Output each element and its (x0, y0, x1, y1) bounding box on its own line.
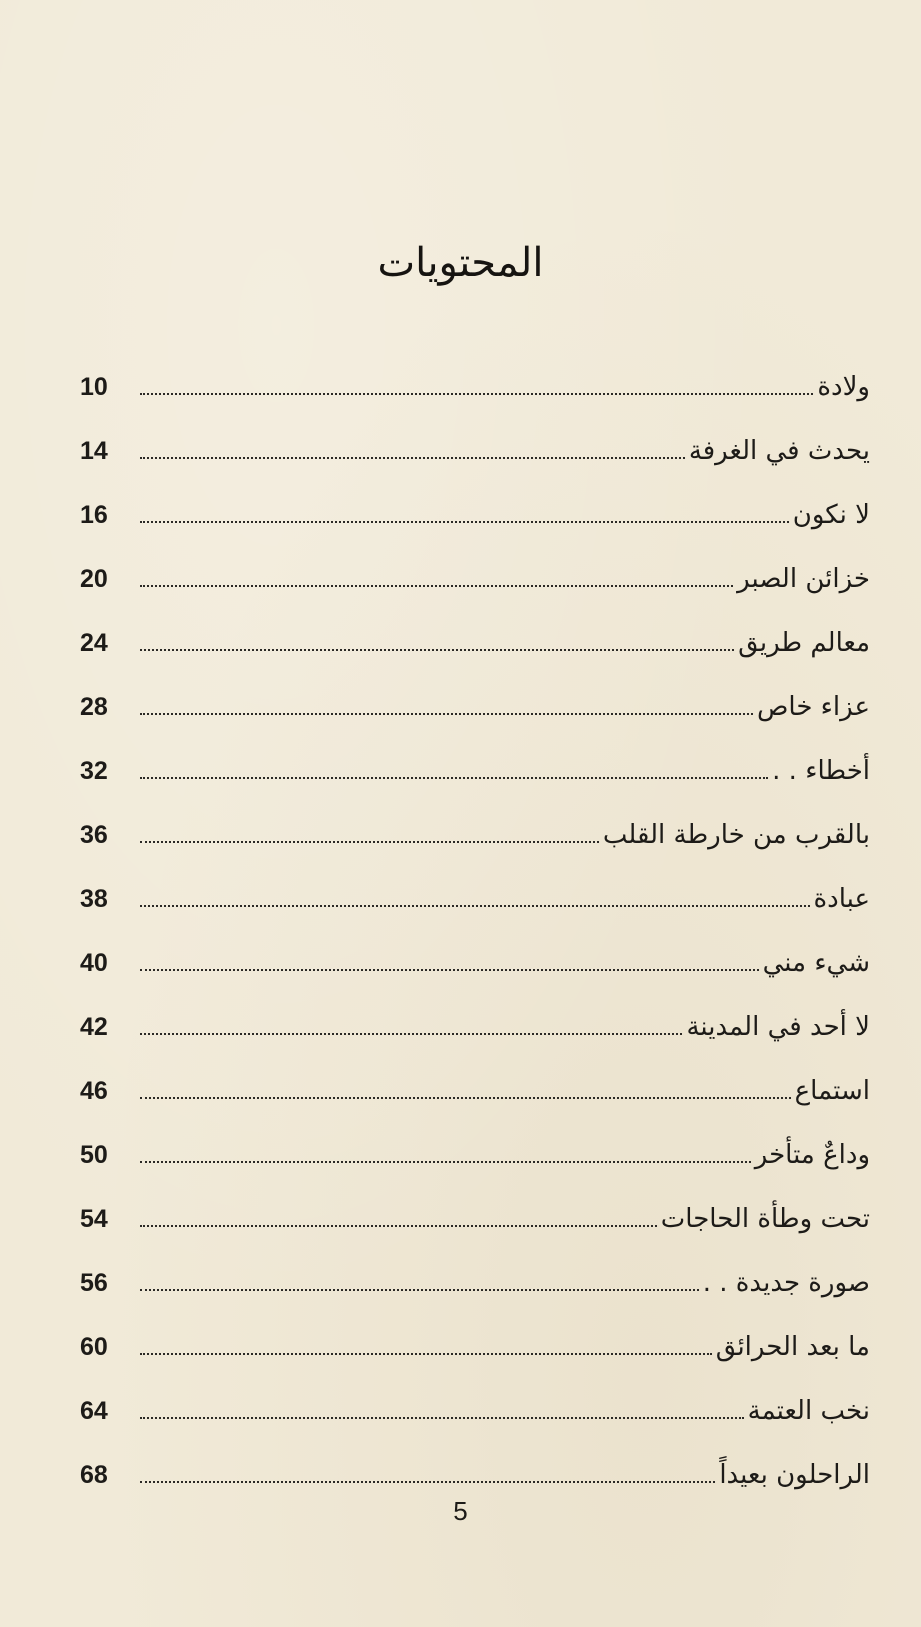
toc-entry-page: 60 (80, 1333, 108, 1361)
toc-entry (80, 404, 870, 468)
toc-entry (80, 788, 870, 852)
toc-entry-page: 16 (80, 501, 108, 529)
toc-entry (80, 596, 870, 660)
toc-entry-page: 64 (80, 1397, 108, 1425)
toc-entry (80, 532, 870, 596)
toc-entry (80, 1300, 870, 1364)
dot-leader (140, 1353, 712, 1355)
toc-entry-page: 68 (80, 1461, 108, 1489)
toc-entry (80, 1428, 870, 1492)
toc-entry-title: نخب العتمة (747, 1396, 870, 1426)
dot-leader (140, 841, 599, 843)
toc-entry-page: 38 (80, 885, 108, 913)
dot-leader (140, 649, 734, 651)
toc-entry-title: ولادة (817, 372, 870, 402)
dot-leader (140, 1481, 715, 1483)
toc-entry-page: 46 (80, 1077, 108, 1105)
dot-leader (140, 777, 768, 779)
toc-entry-title: استماع (794, 1076, 870, 1106)
toc-entry-page: 10 (80, 373, 108, 401)
dot-leader (140, 1289, 699, 1291)
dot-leader (140, 1225, 657, 1227)
toc-entry (80, 980, 870, 1044)
toc-entry-title: عزاء خاص (756, 692, 870, 722)
toc-entry (80, 1172, 870, 1236)
toc-entry-title: بالقرب من خارطة القلب (602, 820, 870, 850)
toc-entry-title: صورة جديدة . . (702, 1268, 870, 1298)
table-of-contents (80, 340, 870, 1492)
toc-entry-title: يحدث في الغرفة (688, 436, 870, 466)
toc-entry-title: معالم طريق (738, 628, 870, 658)
toc-entry-title: أخطاء . . (772, 756, 870, 786)
page-number: 5 (453, 1496, 468, 1526)
dot-leader (140, 521, 789, 523)
toc-entry-page: 54 (80, 1205, 108, 1233)
toc-entry-title: وداعٌ متأخر (754, 1140, 870, 1170)
toc-entry-title: لا نكون (792, 500, 870, 530)
dot-leader (140, 1033, 682, 1035)
toc-entry (80, 340, 870, 404)
toc-entry (80, 724, 870, 788)
toc-entry-page: 36 (80, 821, 108, 849)
dot-leader (140, 457, 685, 459)
dot-leader (140, 905, 810, 907)
toc-entry-title: تحت وطأة الحاجات (660, 1204, 870, 1234)
dot-leader (140, 1097, 791, 1099)
toc-entry (80, 1108, 870, 1172)
page-title: المحتويات (377, 240, 544, 286)
toc-entry-title: الراحلون بعيداً (719, 1460, 870, 1490)
dot-leader (140, 585, 733, 587)
toc-entry (80, 1236, 870, 1300)
toc-entry-page: 42 (80, 1013, 108, 1041)
toc-entry-page: 24 (80, 629, 108, 657)
dot-leader (140, 969, 759, 971)
toc-entry (80, 468, 870, 532)
toc-entry-title: خزائن الصبر (737, 564, 870, 594)
toc-entry-page: 32 (80, 757, 108, 785)
toc-entry-page: 20 (80, 565, 108, 593)
toc-entry-title: ما بعد الحرائق (715, 1332, 870, 1362)
toc-entry (80, 660, 870, 724)
toc-entry (80, 916, 870, 980)
toc-entry-title: عبادة (813, 884, 870, 914)
dot-leader (140, 713, 753, 715)
toc-entry (80, 852, 870, 916)
toc-entry-title: شيء مني (762, 948, 870, 978)
toc-entry (80, 1044, 870, 1108)
toc-entry (80, 1364, 870, 1428)
dot-leader (140, 393, 813, 395)
toc-entry-page: 14 (80, 437, 108, 465)
toc-entry-page: 50 (80, 1141, 108, 1169)
toc-entry-page: 40 (80, 949, 108, 977)
dot-leader (140, 1417, 744, 1419)
toc-entry-title: لا أحد في المدينة (686, 1012, 870, 1042)
toc-entry-page: 28 (80, 693, 108, 721)
dot-leader (140, 1161, 751, 1163)
toc-entry-page: 56 (80, 1269, 108, 1297)
